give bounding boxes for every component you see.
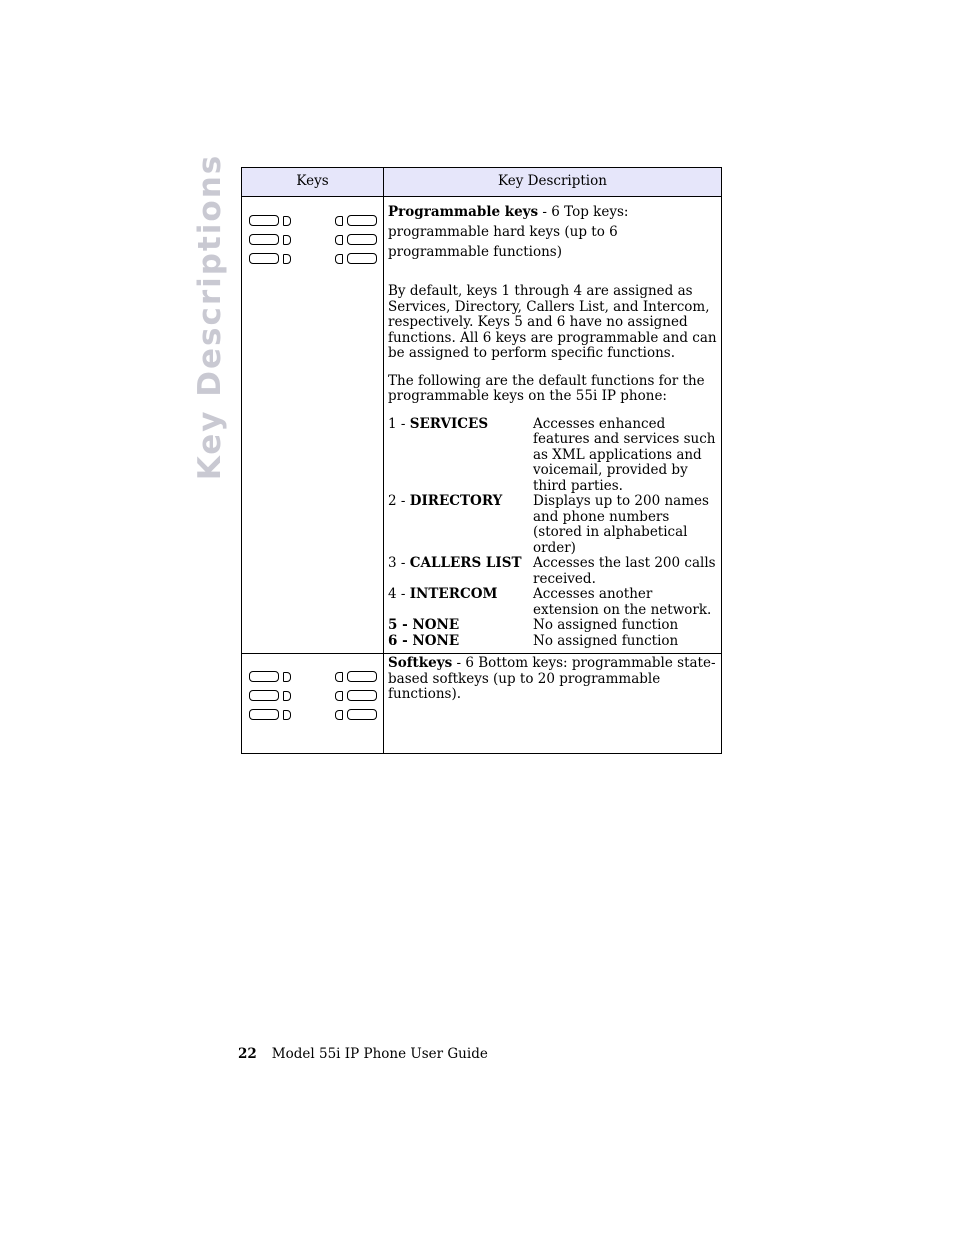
function-description: Accesses enhanced features and services such as XML applications and voicemail, provided by third parties. bbox=[533, 415, 716, 494]
page-footer bbox=[238, 1046, 488, 1062]
phone-key-icon bbox=[249, 215, 291, 226]
phone-key-icon bbox=[335, 671, 377, 682]
phone-key-icon bbox=[249, 671, 291, 682]
header-keys: Keys bbox=[242, 168, 384, 197]
function-name: 6 - NONE bbox=[388, 632, 460, 649]
key-descriptions-table bbox=[241, 167, 722, 754]
softkeys-cell bbox=[242, 654, 384, 754]
side-section-title: Key Descriptions bbox=[192, 153, 228, 481]
function-name: 3 - CALLERS LIST bbox=[388, 555, 522, 571]
top-keys-illustration bbox=[249, 211, 377, 268]
default-functions-list bbox=[388, 417, 717, 650]
default-functions-paragraph: The following are the default functions for the programmable keys on the 55i IP phone: bbox=[388, 372, 705, 404]
programmable-keys-intro: - 6 Top keys: programmable hard keys (up to 6 programmable functions) bbox=[388, 204, 629, 260]
phone-key-icon bbox=[335, 234, 377, 245]
bottom-keys-illustration bbox=[249, 667, 377, 724]
phone-key-icon bbox=[335, 709, 377, 720]
table-row-programmable bbox=[242, 197, 722, 654]
function-name: 1 - SERVICES bbox=[388, 415, 489, 432]
phone-key-icon bbox=[335, 253, 377, 264]
softkeys-intro: - 6 Bottom keys: programmable state-based softkeys (up to 20 programmable functions). bbox=[388, 655, 716, 702]
function-description: Displays up to 200 names and phone numbers (stored in alphabetical order) bbox=[533, 493, 709, 556]
page-number: 22 bbox=[238, 1046, 257, 1062]
function-description: Accesses another extension on the network. bbox=[533, 586, 712, 618]
phone-key-icon bbox=[249, 253, 291, 264]
function-name: 2 - DIRECTORY bbox=[388, 493, 503, 509]
function-name: 5 - NONE bbox=[388, 617, 460, 633]
programmable-keys-title: Programmable keys bbox=[388, 204, 539, 220]
phone-key-icon bbox=[249, 709, 291, 720]
programmable-keys-description bbox=[384, 197, 722, 654]
function-description: No assigned function bbox=[533, 617, 679, 633]
guide-title: Model 55i IP Phone User Guide bbox=[271, 1046, 488, 1062]
phone-key-icon bbox=[249, 690, 291, 701]
programmable-keys-cell bbox=[242, 197, 384, 654]
function-description: Accesses the last 200 calls received. bbox=[533, 555, 716, 587]
phone-key-icon bbox=[335, 215, 377, 226]
phone-key-icon bbox=[335, 690, 377, 701]
default-assignment-paragraph: By default, keys 1 through 4 are assigned as Services, Directory, Callers List, and Intercom, respectively. Keys 5 and 6 have no assigned functions. All 6 keys are programmable and can be assigned to perform specific functions. bbox=[388, 283, 717, 361]
function-name: 4 - INTERCOM bbox=[388, 586, 498, 602]
softkeys-description bbox=[384, 654, 722, 754]
table-row-softkeys bbox=[242, 654, 722, 754]
function-description: No assigned function bbox=[533, 632, 679, 649]
softkeys-title: Softkeys bbox=[388, 655, 453, 671]
header-key-description: Key Description bbox=[384, 168, 722, 197]
phone-key-icon bbox=[249, 234, 291, 245]
